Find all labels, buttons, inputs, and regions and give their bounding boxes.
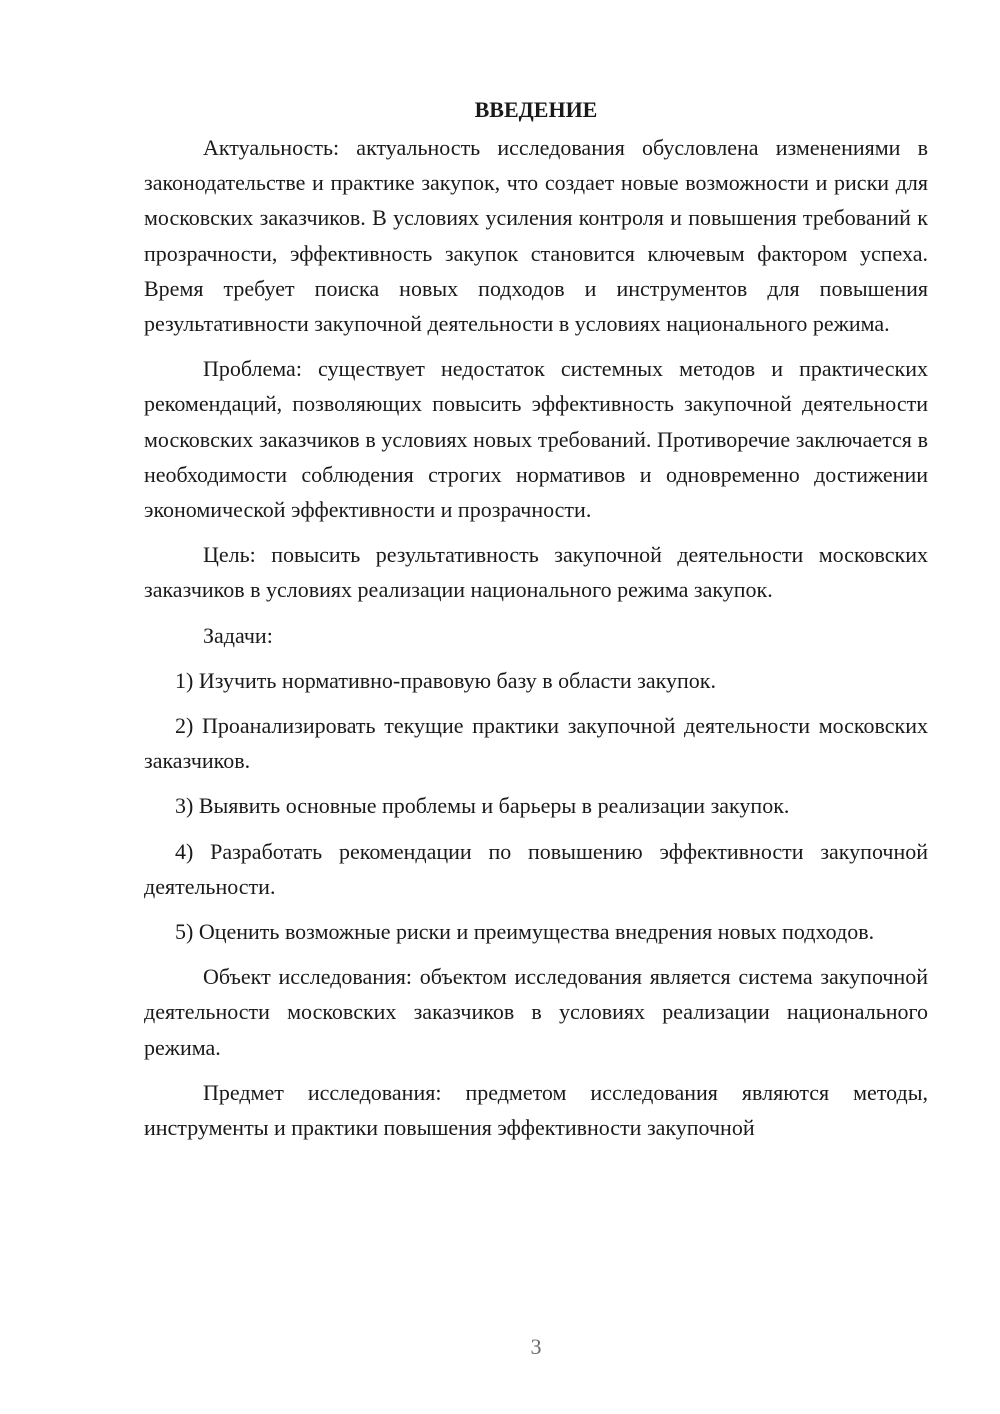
paragraph-tasks-heading: Задачи: <box>203 622 273 648</box>
document-body <box>144 92 928 1155</box>
paragraph-object: Объект исследования: объектом исследования является система закупочной деятельности московских заказчиков в условиях реализации национального режима. <box>144 964 928 1060</box>
paragraph-relevance: Актуальность: актуальность исследования обусловлена изменениями в законодательстве и практике закупок, что создает новые возможности и риски для московских заказчиков. В условиях усиления контроля и повышения требований к прозрачности, эффективность закупок становится ключевым фактором успеха. Время требует поиска новых подходов и инструментов для повышения результативности закупочной деятельности в условиях национального режима. <box>144 135 928 337</box>
list-item: 2) Проанализировать текущие практики закупочной деятельности московских заказчиков. <box>144 713 928 774</box>
page-title: ВВЕДЕНИЕ <box>474 97 598 122</box>
page-number: 3 <box>530 1334 542 1359</box>
list-item: 3) Выявить основные проблемы и барьеры в реализации закупок. <box>175 793 790 819</box>
paragraph-problem: Проблема: существует недостаток системных методов и практических рекомендаций, позволяющих повысить эффективность закупочной деятельности московских заказчиков в условиях новых требований. Противоречие заключается в необходимости соблюдения строгих нормативов и одновременно достижении экономической эффективности и прозрачности. <box>144 356 928 523</box>
list-item: 1) Изучить нормативно-правовую базу в области закупок. <box>175 667 716 693</box>
list-item: 4) Разработать рекомендации по повышению эффективности закупочной деятельности. <box>144 838 928 899</box>
paragraph-goal: Цель: повысить результативность закупочной деятельности московских заказчиков в условиях реализации национального режима закупок. <box>144 542 928 603</box>
list-item: 5) Оценить возможные риски и преимущества внедрения новых подходов. <box>175 919 875 945</box>
paragraph-subject: Предмет исследования: предметом исследования являются методы, инструменты и практики повышения эффективности закупочной <box>144 1079 928 1141</box>
